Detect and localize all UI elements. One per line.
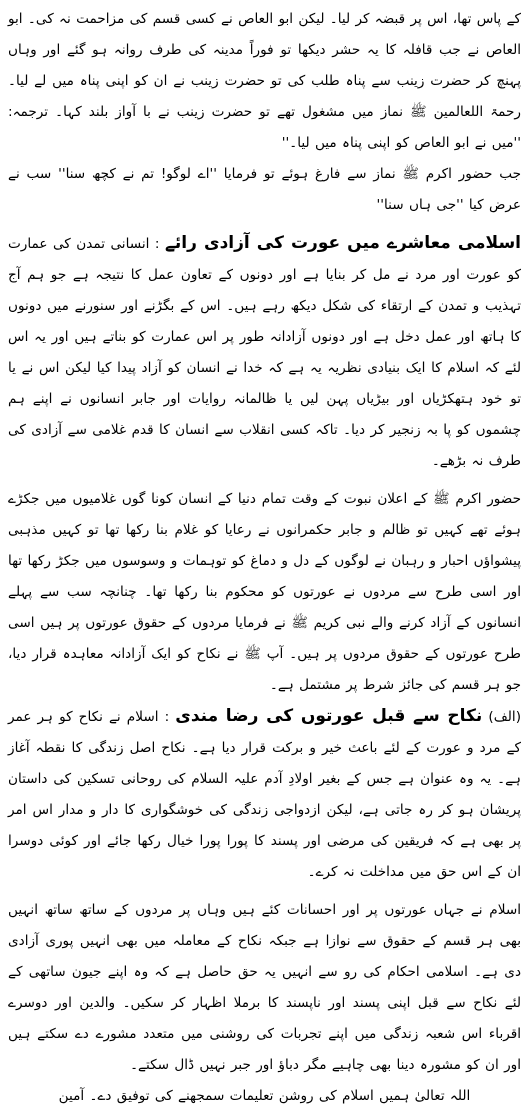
section-body-consent: : اسلام نے نکاح کو ہر عمر کے مرد و عورت کے لئے باعث خیر و برکت قرار دیا ہے۔ نکاح اصل زندگی کا نقطہ آغاز ہے۔ یہ وہ عنوان ہے جس کے بغیر اولادِ آدم علیہ السلام کی روحانی تسکین کی داستان پریشان ہو کر رہ جاتی ہے، لیکن ازدواجی زندگی کی خوشگواری کا دار و مدار اس امر پر بھی ہے کہ فریقین کی مرضی اور پسند کا پورا پورا خیال رکھا جائے اور کوئی دوسرا ان کے اس حق میں مداخلت نہ کرے۔ — [8, 709, 521, 880]
paragraph-abul-aas: کے پاس تھا، اس پر قبضہ کر لیا۔ لیکن ابو العاص نے کسی قسم کی مزاحمت نہ کی۔ ابو العاص نے جب قافلہ کا یہ حشر دیکھا تو فوراً مدینہ کی طرف روانہ ہو گئے اور وہاں پہنچ کر حضرت زینب سے پناہ طلب کی تو حضرت زینب نے ان کو اپنی پناہ میں لے لیا۔ رحمۃ اللعالمین ﷺ نماز میں مشغول تھے تو حضرت زینب نے با آواز بلند کہا۔ ترجمہ: ''میں نے ابو العاص کو اپنی پناہ میں لیا۔'' — [8, 11, 521, 151]
section-women-freedom — [8, 228, 521, 477]
section-consent-before-nikah — [8, 701, 521, 888]
section-body-women-freedom: : انسانی تمدن کی عمارت کو عورت اور مرد نے مل کر بنایا ہے اور دونوں کے تعاون عمل کا نتیجہ ہے جو ہم آج تہذیب و تمدن کے ارتقاء کی شکل دیکھ رہے ہیں۔ اس کے بگڑنے اور سنورنے میں دونوں کا ہاتھ اور عمل دخل ہے اور دونوں آزادانہ طور پر اس عمارت کو بناتے ہیں اور یہ اس لئے کہ اسلام کا ایک بنیادی نظریہ یہ ہے کہ خدا نے انسان کو آزاد پیدا کیا لیکن اس نے یا تو خود ہتھکڑیاں اور بیڑیاں پہن لیں یا ظالمانہ روایات اور جابر انسانوں نے اپنے ہم چشموں کو پا بہ زنجیر کر دیا۔ تاکہ کسی انقلاب سے انسان کا قدم غلامی سے آزادی کی طرف نہ بڑھے۔ — [8, 236, 521, 469]
section-heading-consent: نکاح سے قبل عورتوں کی رضا مندی — [175, 706, 483, 726]
paragraph-after-prayer: جب حضور اکرم ﷺ نماز سے فارغ ہوئے تو فرمایا ''اے لوگو! تم نے کچھ سنا'' سب نے عرض کیا ''جی ہاں سنا'' — [8, 166, 521, 213]
spacer — [8, 888, 521, 895]
section-heading-women-freedom: اسلامی معاشرے میں عورت کی آزادی رائے — [164, 233, 522, 253]
closing-prayer: اللہ تعالیٰ ہمیں اسلام کی روشن تعلیمات سمجھنے کی توفیق دے۔ آمین — [58, 1088, 471, 1104]
spacer — [8, 221, 521, 228]
section-prefix-alif: (الف) — [488, 709, 522, 725]
paragraph-rights-in-nikah: اسلام نے جہاں عورتوں پر اور احسانات کئے ہیں وہاں پر مردوں کے ساتھ ساتھ انہیں بھی ہر قسم کے حقوق سے نوازا ہے جبکہ نکاح کے معاملہ میں بھی انہیں پوری آزادی دی ہے۔ اسلامی احکام کی رو سے انہیں یہ حق حاصل ہے کہ وہ اپنے جیون ساتھی کے لئے نکاح سے قبل اپنی پسند اور ناپسند کا برملا اظہار کر سکیں۔ والدین اور دوسرے اقرباء اس شعبہ زندگی میں اپنے تجربات کی روشنی میں متعدد مشورے دے سکتے ہیں اور ان کو مشورہ دینا بھی چاہیے مگر دباؤ اور جبر نہیں ڈال سکتے۔ — [8, 902, 521, 1073]
spacer — [8, 477, 521, 484]
document-page — [8, 0, 522, 1104]
paragraph-prophethood: حضور اکرم ﷺ کے اعلان نبوت کے وقت تمام دنیا کے انسان کونا گوں غلامیوں میں جکڑے ہوئے تھے کہیں تو ظالم و جابر حکمرانوں نے رعایا کو غلام بنا رکھا تھا تو کہیں مذہبی پیشواؤں احبار و رہبان نے لوگوں کے دل و دماغ کو توہمات و وسوسوں میں جکڑ رکھا تھا اور اسی طرح سے مردوں نے عورتوں کو محکوم بنا رکھا تھا۔ چنانچہ سب سے پہلے انسانوں کے آزاد کرنے والے نبی کریم ﷺ نے فرمایا مردوں کے حقوق عورتوں پر ہیں اسی طرح عورتوں کے حقوق مردوں پر ہیں۔ آپ ﷺ نے نکاح کو ایک آزادانہ معاہدہ قرار دیا، جو ہر قسم کی جائز شرط پر مشتمل ہے۔ — [8, 491, 521, 693]
